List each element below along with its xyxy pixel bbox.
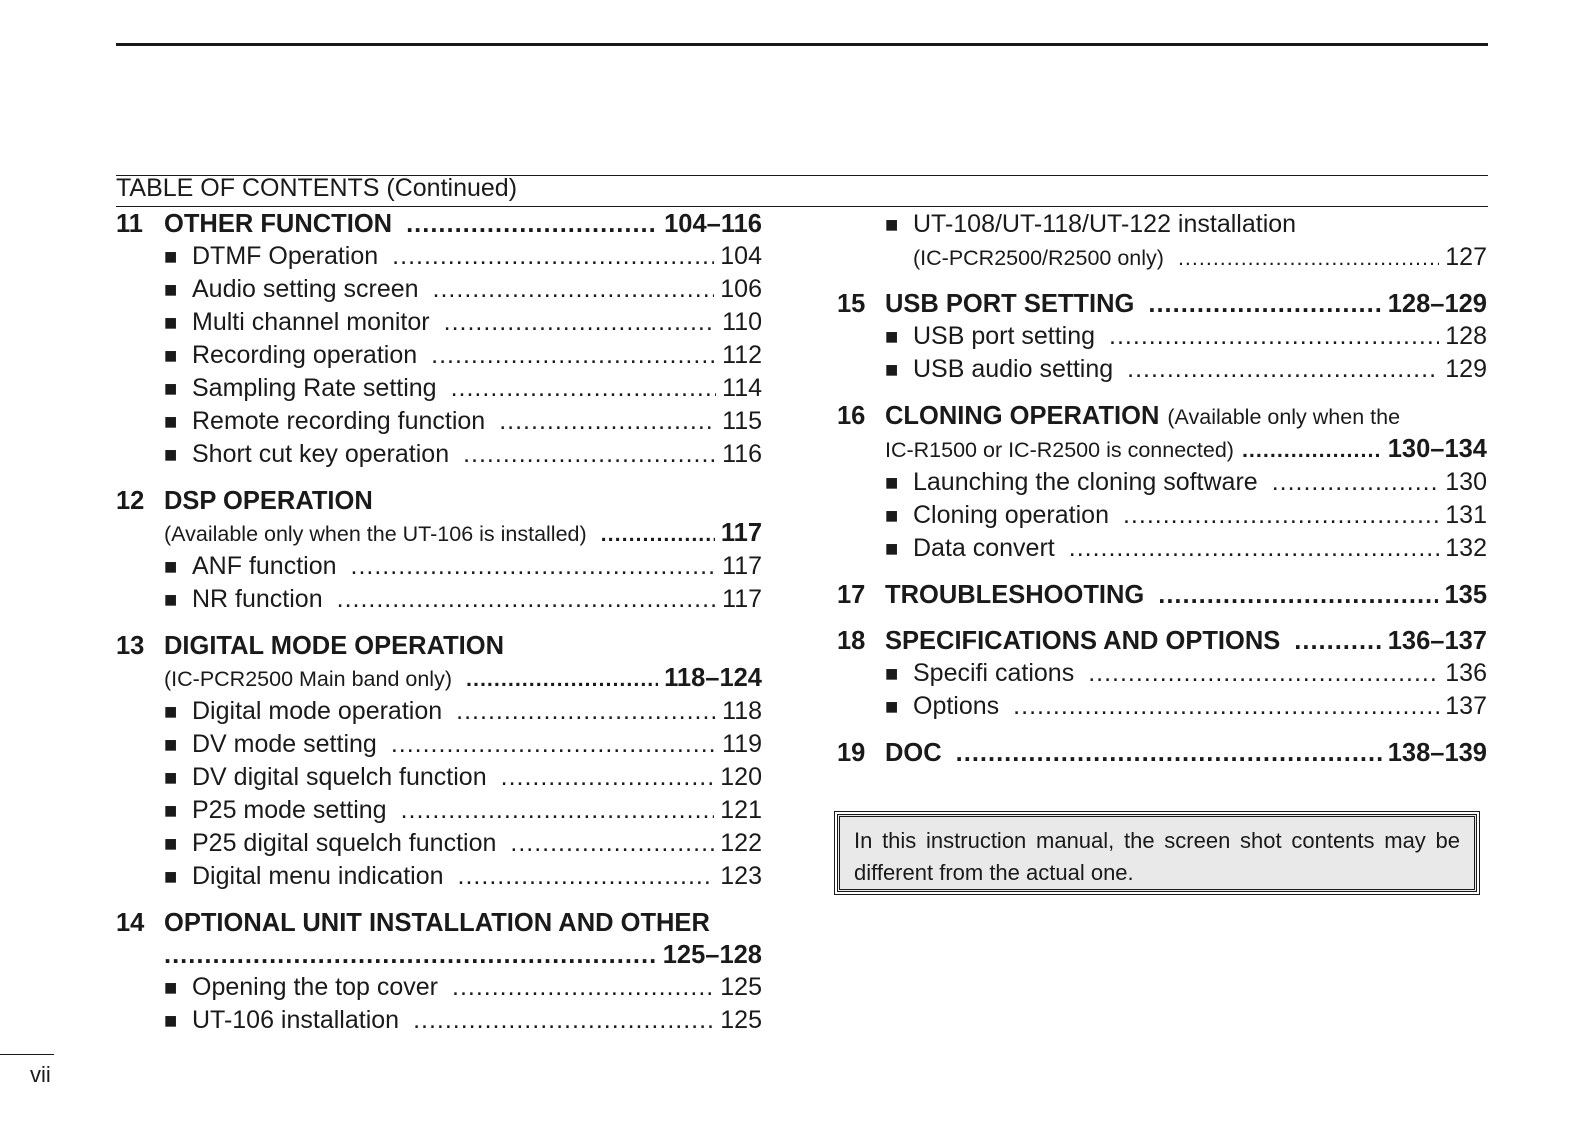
- toc-item[interactable]: ■ USB audio setting ..... 129: [837, 353, 1487, 386]
- square-bullet-icon: ■: [164, 244, 178, 269]
- toc-item[interactable]: ■ P25 digital squelch function ..... 122: [116, 827, 762, 860]
- section-title: DOC: [885, 739, 942, 767]
- square-bullet-icon: ■: [885, 212, 899, 237]
- top-rule: [116, 43, 1488, 46]
- toc-item[interactable]: ■ DV digital squelch function ..... 120: [116, 761, 762, 794]
- toc-right-column: [837, 208, 1487, 769]
- toc-item[interactable]: ■ UT-108/UT-118/UT-122 installation: [837, 208, 1487, 241]
- section-title: DSP OPERATION: [164, 487, 373, 515]
- section-title: USB PORT SETTING: [885, 290, 1135, 318]
- toc-section[interactable]: 13 DIGITAL MODE OPERATION: [116, 632, 505, 660]
- square-bullet-icon: ■: [164, 310, 178, 335]
- notice-box: In this instruction manual, the screen shot contents may be different from the actual one.: [837, 814, 1477, 892]
- toc-item[interactable]: ■ Multi channel monitor ..... 110: [116, 306, 762, 339]
- square-bullet-icon: ■: [164, 864, 178, 889]
- toc-section[interactable]: 12 DSP OPERATION: [116, 487, 373, 515]
- toc-section[interactable]: 18 SPECIFICATIONS AND OPTIONS ..... 136–137: [837, 625, 1487, 657]
- square-bullet-icon: ■: [164, 831, 178, 856]
- section-title-note: (Available only when the: [1167, 405, 1401, 429]
- page-number-rule: [0, 1054, 54, 1055]
- toc-item[interactable]: ■ ANF function ..... 117: [116, 550, 762, 583]
- section-pages: 135: [1444, 581, 1487, 609]
- heading-rule-bottom: [116, 206, 1488, 207]
- toc-section-note[interactable]: (Available only when the UT-106 is installed) ..... 117: [116, 517, 762, 550]
- square-bullet-icon: ■: [164, 442, 178, 467]
- section-title: CLONING OPERATION: [885, 402, 1160, 430]
- section-pages: 136–137: [1387, 627, 1487, 655]
- section-pages: 128–129: [1387, 290, 1487, 318]
- toc-item[interactable]: ■ DTMF Operation ..... 104: [116, 240, 762, 273]
- section-pages: 130–134: [1387, 435, 1487, 463]
- square-bullet-icon: ■: [885, 470, 899, 495]
- leader-dots: [406, 208, 658, 240]
- square-bullet-icon: ■: [164, 587, 178, 612]
- square-bullet-icon: ■: [164, 1008, 178, 1033]
- toc-section[interactable]: 17 TROUBLESHOOTING ..... 135: [837, 579, 1487, 611]
- square-bullet-icon: ■: [885, 694, 899, 719]
- square-bullet-icon: ■: [885, 536, 899, 561]
- square-bullet-icon: ■: [164, 732, 178, 757]
- toc-section-note[interactable]: IC-R1500 or IC-R2500 is connected) ..... 130–134: [837, 433, 1487, 466]
- toc-item[interactable]: ■ Sampling Rate setting ..... 114: [116, 372, 762, 405]
- square-bullet-icon: ■: [164, 798, 178, 823]
- toc-section-pages-row[interactable]: [116, 939, 762, 971]
- toc-heading: TABLE OF CONTENTS (Continued): [116, 174, 518, 202]
- toc-left-column: [116, 208, 762, 1037]
- section-title: TROUBLESHOOTING: [885, 581, 1145, 609]
- section-title: SPECIFICATIONS AND OPTIONS: [885, 627, 1281, 655]
- section-title: OTHER FUNCTION: [164, 210, 393, 238]
- toc-item[interactable]: ■ DV mode setting ..... 119: [116, 728, 762, 761]
- square-bullet-icon: ■: [164, 409, 178, 434]
- square-bullet-icon: ■: [164, 376, 178, 401]
- toc-item[interactable]: ■ Cloning operation ..... 131: [837, 499, 1487, 532]
- toc-item-note[interactable]: (IC-PCR2500/R2500 only) ..... 127: [837, 241, 1487, 274]
- square-bullet-icon: ■: [164, 699, 178, 724]
- section-pages: 138–139: [1387, 739, 1487, 767]
- toc-item[interactable]: ■ Opening the top cover ..... 125: [116, 971, 762, 1004]
- toc-item[interactable]: ■ UT-106 installation ..... 125: [116, 1004, 762, 1037]
- section-title: OPTIONAL UNIT INSTALLATION AND OTHER: [164, 909, 710, 937]
- section-title: DIGITAL MODE OPERATION: [164, 632, 505, 660]
- toc-section[interactable]: 16 CLONING OPERATION (Available only when the: [837, 400, 1487, 433]
- toc-item[interactable]: ■ Short cut key operation ..... 116: [116, 438, 762, 471]
- page-number: vii: [30, 1062, 51, 1087]
- toc-section[interactable]: 14 OPTIONAL UNIT INSTALLATION AND OTHER: [116, 909, 710, 937]
- toc-section[interactable]: 11 OTHER FUNCTION ..... 104–116: [116, 208, 762, 240]
- toc-item[interactable]: ■ Recording operation ..... 112: [116, 339, 762, 372]
- section-pages: 125–128: [662, 941, 762, 969]
- square-bullet-icon: ■: [885, 357, 899, 382]
- square-bullet-icon: ■: [164, 343, 178, 368]
- toc-item[interactable]: ■ Digital menu indication ..... 123: [116, 860, 762, 893]
- toc-item[interactable]: ■ P25 mode setting ..... 121: [116, 794, 762, 827]
- toc-item[interactable]: ■ NR function ..... 117: [116, 583, 762, 616]
- square-bullet-icon: ■: [164, 765, 178, 790]
- square-bullet-icon: ■: [885, 503, 899, 528]
- toc-item[interactable]: ■ Launching the cloning software ..... 130: [837, 466, 1487, 499]
- toc-item[interactable]: ■ USB port setting ..... 128: [837, 320, 1487, 353]
- toc-item[interactable]: ■ Speciﬁ cations ..... 136: [837, 657, 1487, 690]
- toc-section[interactable]: 19 DOC ..... 138–139: [837, 737, 1487, 769]
- toc-section-note[interactable]: (IC-PCR2500 Main band only) ..... 118–124: [116, 662, 762, 695]
- section-pages: 117: [720, 519, 762, 547]
- section-pages: 104–116: [664, 210, 762, 238]
- toc-section[interactable]: 15 USB PORT SETTING ..... 128–129: [837, 288, 1487, 320]
- square-bullet-icon: ■: [164, 975, 178, 1000]
- toc-item[interactable]: ■ Options ..... 137: [837, 690, 1487, 723]
- toc-item[interactable]: ■ Audio setting screen ..... 106: [116, 273, 762, 306]
- square-bullet-icon: ■: [885, 324, 899, 349]
- square-bullet-icon: ■: [885, 661, 899, 686]
- section-pages: 118–124: [664, 664, 762, 692]
- toc-item[interactable]: ■ Data convert ..... 132: [837, 532, 1487, 565]
- toc-item[interactable]: ■ Remote recording function ..... 115: [116, 405, 762, 438]
- square-bullet-icon: ■: [164, 554, 178, 579]
- square-bullet-icon: ■: [164, 277, 178, 302]
- toc-item[interactable]: ■ Digital mode operation ..... 118: [116, 695, 762, 728]
